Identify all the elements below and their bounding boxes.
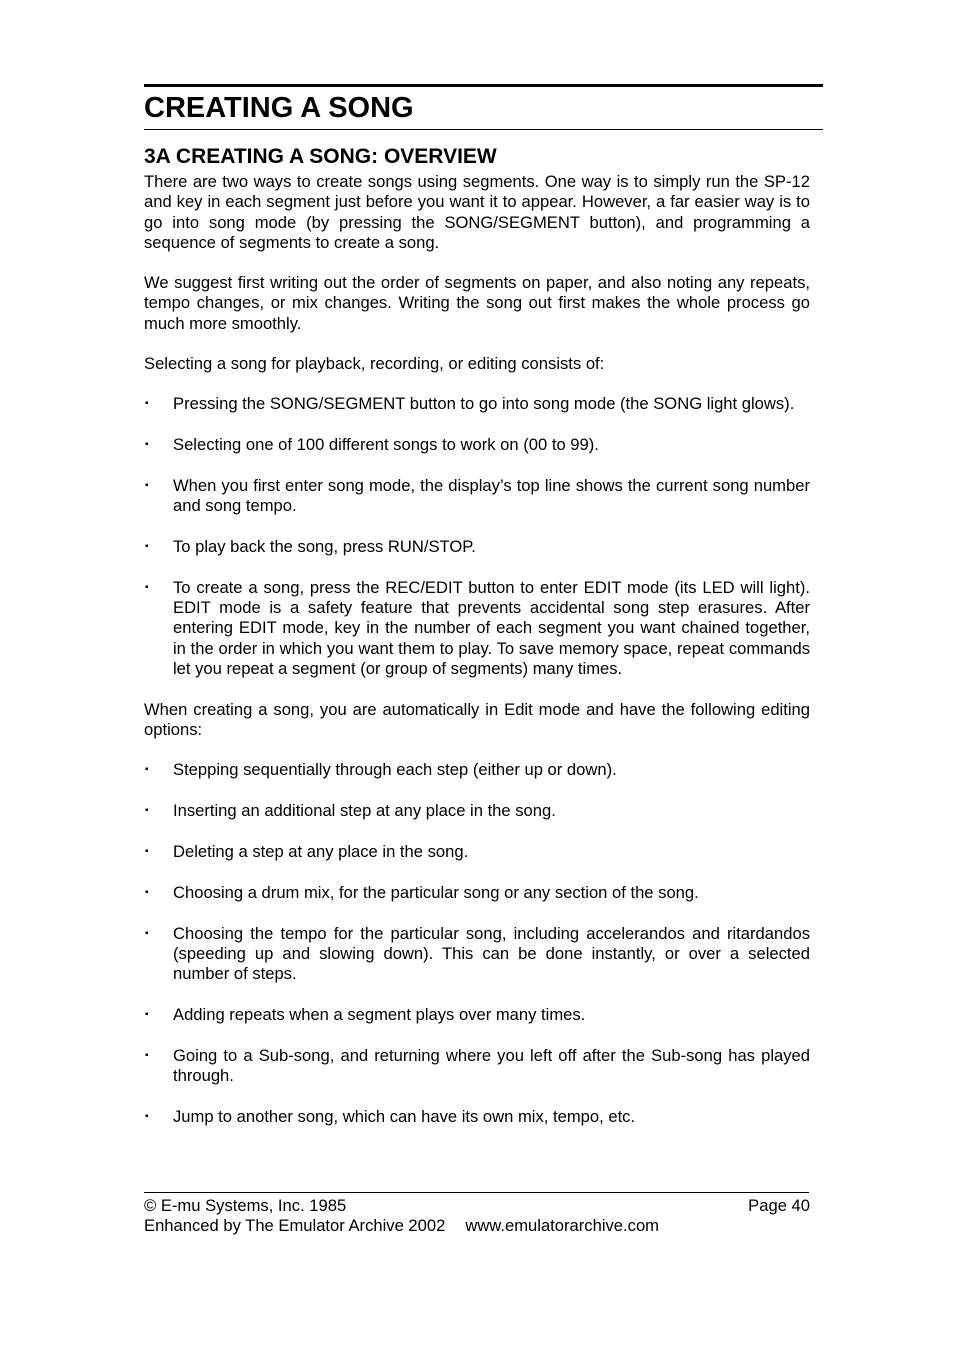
bullet-icon: ▪ xyxy=(145,927,149,939)
list-item: ▪ Stepping sequentially through each step (either up or down). xyxy=(145,760,617,780)
list-item: ▪ Going to a Sub-song, and returning where you left off after the Sub-song has played through. xyxy=(145,1045,810,1086)
bullet-icon: ▪ xyxy=(145,1110,149,1122)
list-item: ▪ To create a song, press the REC/EDIT button to enter EDIT mode (its LED will light). EDIT mode is a safety feature that prevents accidental song step erasures. After entering EDIT mode, key in the number of each segment you want chained together, in the order in which you want them to play. To save memory space, repeat commands let you repeat a segment (or group of segments) many times. xyxy=(145,577,810,679)
copyright-text: © E-mu Systems, Inc. 1985 xyxy=(144,1196,347,1215)
paragraph: When creating a song, you are automatically in Edit mode and have the following editing options: xyxy=(144,699,810,740)
website-link[interactable]: www.emulatorarchive.com xyxy=(465,1216,659,1236)
bullet-icon: ▪ xyxy=(145,1049,149,1061)
list-item: ▪ Jump to another song, which can have its own mix, tempo, etc. xyxy=(145,1106,636,1126)
enhanced-by-text: Enhanced by The Emulator Archive 2002 xyxy=(144,1216,446,1236)
bullet-icon: ▪ xyxy=(145,1009,149,1021)
title-rule-bottom xyxy=(144,129,823,130)
list-item: ▪ Pressing the SONG/SEGMENT button to go into song mode (the SONG light glows). xyxy=(145,394,795,414)
list-item: ▪ Selecting one of 100 different songs to work on (00 to 99). xyxy=(145,435,599,455)
paragraph: We suggest first writing out the order of segments on paper, and also noting any repeats, tempo changes, or mix changes. Writing the song out first makes the whole process go much more smoothly. xyxy=(144,273,810,333)
bullet-icon: ▪ xyxy=(145,439,149,451)
footer-row xyxy=(144,1196,810,1216)
title-rule-top xyxy=(144,84,823,87)
list-item: ▪ Inserting an additional step at any place in the song. xyxy=(145,801,556,821)
list-item: ▪ Adding repeats when a segment plays over many times. xyxy=(145,1005,586,1025)
list-item: ▪ Deleting a step at any place in the song. xyxy=(145,842,469,862)
song-selection-list xyxy=(144,394,810,679)
bullet-icon: ▪ xyxy=(145,846,149,858)
paragraph: There are two ways to create songs using segments. One way is to simply run the SP-12 and key in each segment just before you want it to appear. However, a far easier way is to go into song mode (by pressing the SONG/SEGMENT button), and programming a sequence of segments to create a song. xyxy=(144,172,810,252)
footer-rule xyxy=(144,1192,809,1193)
page-footer xyxy=(144,1196,810,1237)
editing-options-list xyxy=(144,760,810,1127)
bullet-icon: ▪ xyxy=(145,805,149,817)
footer-row xyxy=(144,1216,810,1236)
bullet-icon: ▪ xyxy=(145,398,149,410)
list-item: ▪ To play back the song, press RUN/STOP. xyxy=(145,537,476,557)
paragraph: Selecting a song for playback, recording, or editing consists of: xyxy=(144,354,605,374)
page-number: Page 40 xyxy=(748,1196,810,1215)
chapter-title: CREATING A SONG xyxy=(144,92,414,124)
bullet-icon: ▪ xyxy=(145,479,149,491)
bullet-icon: ▪ xyxy=(145,764,149,776)
main-content xyxy=(144,142,810,1148)
section-title: 3A CREATING A SONG: OVERVIEW xyxy=(144,145,497,168)
bullet-icon: ▪ xyxy=(145,541,149,553)
bullet-icon: ▪ xyxy=(145,886,149,898)
list-item: ▪ Choosing a drum mix, for the particular song or any section of the song. xyxy=(145,882,699,902)
list-item: ▪ When you first enter song mode, the display’s top line shows the current song number and song tempo. xyxy=(145,475,810,516)
list-item: ▪ Choosing the tempo for the particular song, including accelerandos and ritardandos (speeding up and slowing down). This can be done instantly, or over a selected number of steps. xyxy=(145,923,810,984)
bullet-icon: ▪ xyxy=(145,581,149,593)
